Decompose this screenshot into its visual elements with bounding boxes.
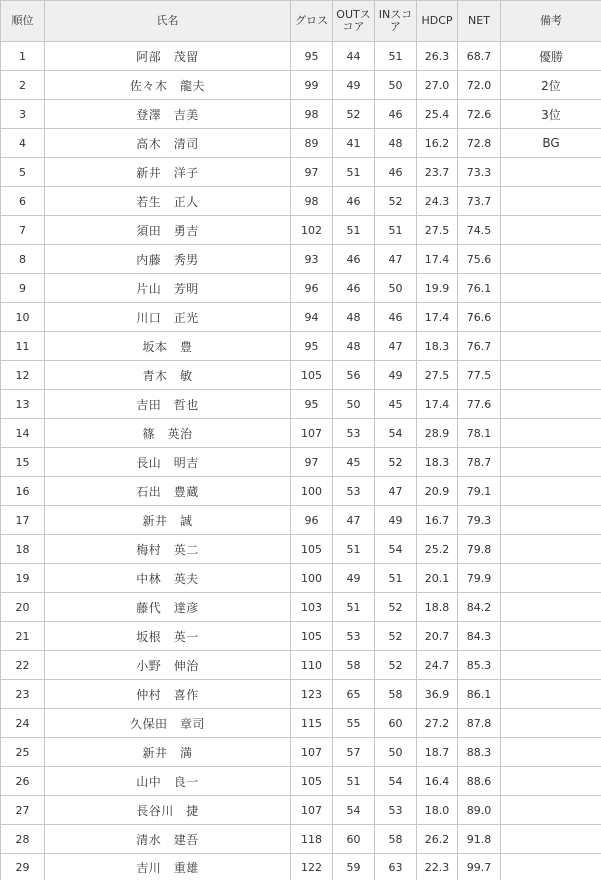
cell-hdcp: 25.4 xyxy=(417,100,458,129)
cell-in-score: 54 xyxy=(375,535,417,564)
cell-hdcp: 16.7 xyxy=(417,506,458,535)
cell-gross: 95 xyxy=(291,390,333,419)
cell-note xyxy=(501,593,601,622)
cell-in-score: 49 xyxy=(375,361,417,390)
table-row xyxy=(1,651,601,680)
table-row xyxy=(1,158,601,187)
cell-net: 76.6 xyxy=(458,303,501,332)
cell-note xyxy=(501,825,601,854)
cell-gross: 93 xyxy=(291,245,333,274)
table-row xyxy=(1,680,601,709)
cell-gross: 95 xyxy=(291,332,333,361)
cell-net: 73.7 xyxy=(458,187,501,216)
cell-note xyxy=(501,187,601,216)
cell-rank: 18 xyxy=(1,535,45,564)
cell-gross: 98 xyxy=(291,187,333,216)
cell-in-score: 45 xyxy=(375,390,417,419)
cell-net: 74.5 xyxy=(458,216,501,245)
cell-hdcp: 27.2 xyxy=(417,709,458,738)
cell-name: 登澤 吉美 xyxy=(45,100,291,129)
cell-gross: 98 xyxy=(291,100,333,129)
cell-out-score: 46 xyxy=(333,187,375,216)
cell-rank: 29 xyxy=(1,854,45,880)
table-row xyxy=(1,129,601,158)
header-out-score xyxy=(333,1,375,42)
cell-net: 86.1 xyxy=(458,680,501,709)
cell-rank: 13 xyxy=(1,390,45,419)
cell-note xyxy=(501,854,601,880)
cell-hdcp: 17.4 xyxy=(417,390,458,419)
cell-note: BG xyxy=(501,129,601,158)
cell-rank: 5 xyxy=(1,158,45,187)
cell-gross: 107 xyxy=(291,419,333,448)
cell-name: 久保田 章司 xyxy=(45,709,291,738)
cell-net: 72.0 xyxy=(458,71,501,100)
cell-out-score: 51 xyxy=(333,158,375,187)
cell-net: 68.7 xyxy=(458,42,501,71)
table-row xyxy=(1,42,601,71)
cell-rank: 8 xyxy=(1,245,45,274)
cell-net: 84.3 xyxy=(458,622,501,651)
cell-hdcp: 18.3 xyxy=(417,448,458,477)
cell-gross: 97 xyxy=(291,448,333,477)
cell-in-score: 53 xyxy=(375,796,417,825)
cell-net: 79.3 xyxy=(458,506,501,535)
table-row xyxy=(1,274,601,303)
cell-gross: 100 xyxy=(291,477,333,506)
cell-note xyxy=(501,680,601,709)
cell-hdcp: 17.4 xyxy=(417,245,458,274)
cell-name: 吉田 哲也 xyxy=(45,390,291,419)
cell-gross: 118 xyxy=(291,825,333,854)
cell-note xyxy=(501,767,601,796)
table-row xyxy=(1,535,601,564)
cell-out-score: 58 xyxy=(333,651,375,680)
cell-note xyxy=(501,390,601,419)
cell-in-score: 49 xyxy=(375,506,417,535)
cell-in-score: 47 xyxy=(375,245,417,274)
cell-net: 84.2 xyxy=(458,593,501,622)
cell-rank: 3 xyxy=(1,100,45,129)
cell-rank: 21 xyxy=(1,622,45,651)
cell-net: 85.3 xyxy=(458,651,501,680)
cell-gross: 107 xyxy=(291,796,333,825)
cell-name: 須田 勇吉 xyxy=(45,216,291,245)
cell-name: 青木 敏 xyxy=(45,361,291,390)
cell-out-score: 46 xyxy=(333,245,375,274)
cell-hdcp: 20.1 xyxy=(417,564,458,593)
cell-note xyxy=(501,419,601,448)
table-row xyxy=(1,361,601,390)
cell-hdcp: 18.7 xyxy=(417,738,458,767)
cell-note xyxy=(501,274,601,303)
cell-in-score: 47 xyxy=(375,332,417,361)
table-row xyxy=(1,71,601,100)
cell-out-score: 50 xyxy=(333,390,375,419)
cell-hdcp: 20.7 xyxy=(417,622,458,651)
cell-gross: 95 xyxy=(291,42,333,71)
cell-rank: 28 xyxy=(1,825,45,854)
cell-net: 76.1 xyxy=(458,274,501,303)
cell-out-score: 60 xyxy=(333,825,375,854)
header-note: 備考 xyxy=(501,1,601,42)
table-body xyxy=(1,42,601,880)
cell-in-score: 52 xyxy=(375,651,417,680)
cell-net: 88.6 xyxy=(458,767,501,796)
cell-note: 優勝 xyxy=(501,42,601,71)
cell-in-score: 51 xyxy=(375,564,417,593)
cell-note xyxy=(501,448,601,477)
cell-net: 78.1 xyxy=(458,419,501,448)
cell-out-score: 49 xyxy=(333,564,375,593)
cell-net: 79.1 xyxy=(458,477,501,506)
cell-in-score: 50 xyxy=(375,274,417,303)
cell-note xyxy=(501,622,601,651)
cell-gross: 89 xyxy=(291,129,333,158)
cell-out-score: 56 xyxy=(333,361,375,390)
cell-hdcp: 19.9 xyxy=(417,274,458,303)
header-out-score-label: OUTスコア xyxy=(336,8,371,33)
cell-net: 77.6 xyxy=(458,390,501,419)
table-row xyxy=(1,245,601,274)
cell-note: 2位 xyxy=(501,71,601,100)
header-hdcp: HDCP xyxy=(417,1,458,42)
cell-hdcp: 16.2 xyxy=(417,129,458,158)
cell-hdcp: 26.3 xyxy=(417,42,458,71)
cell-name: 石出 豊蔵 xyxy=(45,477,291,506)
cell-out-score: 47 xyxy=(333,506,375,535)
cell-net: 76.7 xyxy=(458,332,501,361)
cell-name: 坂根 英一 xyxy=(45,622,291,651)
cell-rank: 14 xyxy=(1,419,45,448)
cell-note xyxy=(501,738,601,767)
table-header xyxy=(1,1,601,42)
table-row xyxy=(1,825,601,854)
cell-in-score: 54 xyxy=(375,419,417,448)
cell-name: 清水 建吾 xyxy=(45,825,291,854)
cell-name: 佐々木 龍夫 xyxy=(45,71,291,100)
cell-gross: 105 xyxy=(291,361,333,390)
table-row xyxy=(1,332,601,361)
header-in-score-label: INスコア xyxy=(378,8,413,33)
table-row xyxy=(1,622,601,651)
cell-out-score: 44 xyxy=(333,42,375,71)
cell-gross: 105 xyxy=(291,622,333,651)
cell-in-score: 46 xyxy=(375,303,417,332)
cell-gross: 122 xyxy=(291,854,333,880)
cell-out-score: 51 xyxy=(333,535,375,564)
cell-in-score: 63 xyxy=(375,854,417,880)
cell-rank: 2 xyxy=(1,71,45,100)
cell-hdcp: 18.8 xyxy=(417,593,458,622)
cell-in-score: 52 xyxy=(375,622,417,651)
cell-note xyxy=(501,564,601,593)
table-row xyxy=(1,564,601,593)
cell-out-score: 53 xyxy=(333,622,375,651)
cell-hdcp: 24.7 xyxy=(417,651,458,680)
cell-hdcp: 25.2 xyxy=(417,535,458,564)
cell-name: 若生 正人 xyxy=(45,187,291,216)
cell-out-score: 54 xyxy=(333,796,375,825)
cell-in-score: 52 xyxy=(375,593,417,622)
cell-gross: 97 xyxy=(291,158,333,187)
cell-note xyxy=(501,651,601,680)
cell-gross: 123 xyxy=(291,680,333,709)
cell-out-score: 49 xyxy=(333,71,375,100)
cell-hdcp: 36.9 xyxy=(417,680,458,709)
cell-gross: 100 xyxy=(291,564,333,593)
cell-note xyxy=(501,361,601,390)
table-row xyxy=(1,709,601,738)
cell-rank: 16 xyxy=(1,477,45,506)
cell-in-score: 60 xyxy=(375,709,417,738)
table-row xyxy=(1,738,601,767)
cell-gross: 107 xyxy=(291,738,333,767)
header-gross: グロス xyxy=(291,1,333,42)
table-row xyxy=(1,390,601,419)
cell-gross: 94 xyxy=(291,303,333,332)
cell-rank: 7 xyxy=(1,216,45,245)
cell-out-score: 51 xyxy=(333,767,375,796)
cell-name: 阿部 茂留 xyxy=(45,42,291,71)
cell-name: 仲村 喜作 xyxy=(45,680,291,709)
header-row xyxy=(1,1,601,42)
cell-note: 3位 xyxy=(501,100,601,129)
cell-in-score: 52 xyxy=(375,187,417,216)
cell-hdcp: 26.2 xyxy=(417,825,458,854)
cell-in-score: 46 xyxy=(375,158,417,187)
cell-hdcp: 27.5 xyxy=(417,361,458,390)
cell-out-score: 65 xyxy=(333,680,375,709)
table-row xyxy=(1,477,601,506)
cell-net: 87.8 xyxy=(458,709,501,738)
cell-out-score: 41 xyxy=(333,129,375,158)
cell-name: 坂本 豊 xyxy=(45,332,291,361)
cell-in-score: 46 xyxy=(375,100,417,129)
table-row xyxy=(1,796,601,825)
cell-name: 藤代 達彦 xyxy=(45,593,291,622)
cell-net: 72.6 xyxy=(458,100,501,129)
cell-out-score: 51 xyxy=(333,593,375,622)
cell-rank: 10 xyxy=(1,303,45,332)
cell-out-score: 57 xyxy=(333,738,375,767)
cell-in-score: 47 xyxy=(375,477,417,506)
cell-hdcp: 24.3 xyxy=(417,187,458,216)
cell-note xyxy=(501,506,601,535)
cell-name: 川口 正光 xyxy=(45,303,291,332)
cell-gross: 96 xyxy=(291,274,333,303)
table-row xyxy=(1,419,601,448)
cell-net: 78.7 xyxy=(458,448,501,477)
header-name: 氏名 xyxy=(45,1,291,42)
cell-name: 内藤 秀男 xyxy=(45,245,291,274)
cell-gross: 115 xyxy=(291,709,333,738)
cell-out-score: 55 xyxy=(333,709,375,738)
cell-net: 89.0 xyxy=(458,796,501,825)
cell-name: 新井 誠 xyxy=(45,506,291,535)
cell-hdcp: 27.0 xyxy=(417,71,458,100)
cell-in-score: 51 xyxy=(375,216,417,245)
cell-gross: 105 xyxy=(291,767,333,796)
cell-net: 99.7 xyxy=(458,854,501,880)
cell-hdcp: 22.3 xyxy=(417,854,458,880)
cell-net: 77.5 xyxy=(458,361,501,390)
cell-rank: 20 xyxy=(1,593,45,622)
cell-note xyxy=(501,245,601,274)
cell-out-score: 51 xyxy=(333,216,375,245)
cell-name: 山中 良一 xyxy=(45,767,291,796)
table-row xyxy=(1,216,601,245)
cell-out-score: 45 xyxy=(333,448,375,477)
cell-hdcp: 16.4 xyxy=(417,767,458,796)
cell-hdcp: 18.0 xyxy=(417,796,458,825)
cell-name: 小野 伸治 xyxy=(45,651,291,680)
cell-note xyxy=(501,477,601,506)
cell-rank: 4 xyxy=(1,129,45,158)
cell-rank: 6 xyxy=(1,187,45,216)
cell-net: 79.9 xyxy=(458,564,501,593)
cell-name: 新井 洋子 xyxy=(45,158,291,187)
cell-in-score: 50 xyxy=(375,738,417,767)
cell-name: 長山 明吉 xyxy=(45,448,291,477)
cell-in-score: 52 xyxy=(375,448,417,477)
table-row xyxy=(1,448,601,477)
cell-note xyxy=(501,303,601,332)
cell-in-score: 58 xyxy=(375,825,417,854)
cell-net: 73.3 xyxy=(458,158,501,187)
cell-name: 長谷川 捷 xyxy=(45,796,291,825)
cell-gross: 105 xyxy=(291,535,333,564)
cell-rank: 15 xyxy=(1,448,45,477)
cell-net: 91.8 xyxy=(458,825,501,854)
cell-name: 篠 英治 xyxy=(45,419,291,448)
cell-name: 中林 英夫 xyxy=(45,564,291,593)
cell-out-score: 52 xyxy=(333,100,375,129)
table-row xyxy=(1,506,601,535)
cell-rank: 24 xyxy=(1,709,45,738)
cell-note xyxy=(501,535,601,564)
header-net: NET xyxy=(458,1,501,42)
cell-rank: 11 xyxy=(1,332,45,361)
cell-out-score: 59 xyxy=(333,854,375,880)
cell-hdcp: 23.7 xyxy=(417,158,458,187)
cell-net: 79.8 xyxy=(458,535,501,564)
cell-in-score: 50 xyxy=(375,71,417,100)
cell-name: 吉川 重雄 xyxy=(45,854,291,880)
cell-rank: 25 xyxy=(1,738,45,767)
cell-hdcp: 28.9 xyxy=(417,419,458,448)
cell-note xyxy=(501,796,601,825)
cell-name: 高木 清司 xyxy=(45,129,291,158)
cell-gross: 99 xyxy=(291,71,333,100)
cell-hdcp: 20.9 xyxy=(417,477,458,506)
cell-rank: 22 xyxy=(1,651,45,680)
table-row xyxy=(1,767,601,796)
cell-out-score: 48 xyxy=(333,303,375,332)
cell-gross: 102 xyxy=(291,216,333,245)
cell-name: 新井 満 xyxy=(45,738,291,767)
cell-rank: 26 xyxy=(1,767,45,796)
table-row xyxy=(1,303,601,332)
cell-name: 梅村 英二 xyxy=(45,535,291,564)
cell-note xyxy=(501,332,601,361)
cell-gross: 110 xyxy=(291,651,333,680)
table-row xyxy=(1,187,601,216)
cell-gross: 103 xyxy=(291,593,333,622)
cell-hdcp: 17.4 xyxy=(417,303,458,332)
cell-out-score: 46 xyxy=(333,274,375,303)
cell-name: 片山 芳明 xyxy=(45,274,291,303)
cell-rank: 27 xyxy=(1,796,45,825)
cell-rank: 19 xyxy=(1,564,45,593)
cell-rank: 9 xyxy=(1,274,45,303)
cell-in-score: 58 xyxy=(375,680,417,709)
table-row xyxy=(1,854,601,880)
cell-hdcp: 27.5 xyxy=(417,216,458,245)
cell-net: 88.3 xyxy=(458,738,501,767)
cell-note xyxy=(501,709,601,738)
cell-net: 75.6 xyxy=(458,245,501,274)
cell-out-score: 53 xyxy=(333,477,375,506)
cell-note xyxy=(501,158,601,187)
cell-in-score: 48 xyxy=(375,129,417,158)
header-rank: 順位 xyxy=(1,1,45,42)
cell-in-score: 51 xyxy=(375,42,417,71)
header-in-score xyxy=(375,1,417,42)
cell-rank: 17 xyxy=(1,506,45,535)
cell-hdcp: 18.3 xyxy=(417,332,458,361)
cell-in-score: 54 xyxy=(375,767,417,796)
cell-gross: 96 xyxy=(291,506,333,535)
cell-out-score: 53 xyxy=(333,419,375,448)
cell-rank: 23 xyxy=(1,680,45,709)
cell-note xyxy=(501,216,601,245)
cell-out-score: 48 xyxy=(333,332,375,361)
cell-rank: 12 xyxy=(1,361,45,390)
cell-net: 72.8 xyxy=(458,129,501,158)
table-row xyxy=(1,100,601,129)
cell-rank: 1 xyxy=(1,42,45,71)
table-row xyxy=(1,593,601,622)
